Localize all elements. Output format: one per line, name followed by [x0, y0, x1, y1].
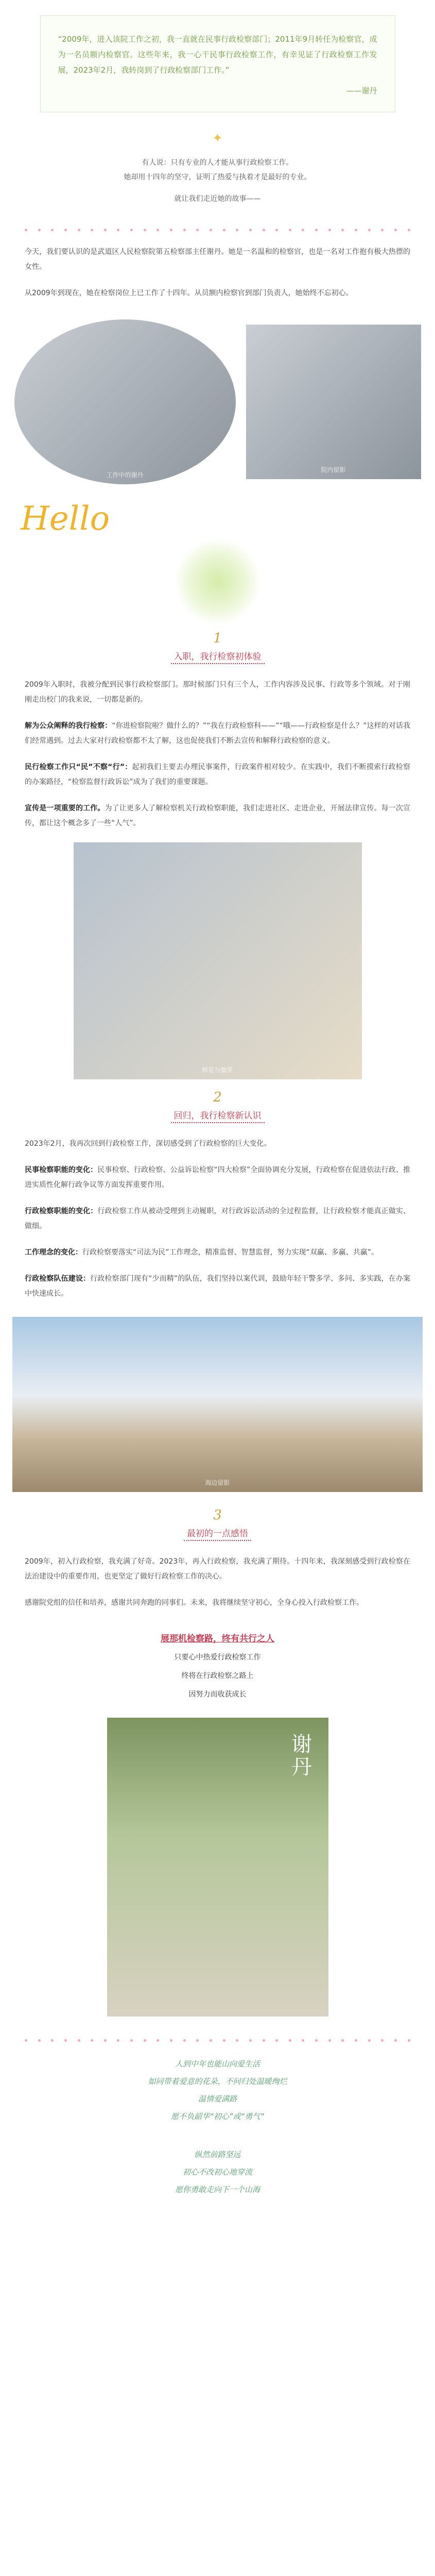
section-title: 最初的一点感悟: [184, 1525, 251, 1541]
section-title: 入职，我行检察初体验: [171, 648, 265, 664]
photo-woman-reading: [14, 319, 236, 484]
motto-line: 因努力而收获成长: [188, 1690, 247, 1699]
photo-row-1: [0, 319, 435, 484]
photo-portrait: [107, 1718, 328, 2016]
closing-line: 温情爱满路: [198, 2094, 237, 2104]
closing-line: 如同带着爱意的花朵，不问归处温暖绚烂: [148, 2077, 287, 2086]
section-number: 2: [213, 1090, 222, 1105]
closing-block-1: [0, 2055, 435, 2125]
photo-label: 海边留影: [205, 1479, 230, 1486]
photo-woman-with-flowers: [74, 842, 362, 1079]
intro-line-1: 有人说：只有专业的人才能从事行政检察工作。: [142, 159, 293, 167]
decorative-burst: [174, 538, 262, 625]
motto-block: [0, 1631, 435, 1702]
photo-label: 鲜花与微笑: [202, 1066, 233, 1074]
closing-block-2: [0, 2146, 435, 2198]
photo-label: 院内留影: [321, 466, 346, 473]
section-1-header: [0, 631, 435, 664]
top-quote-text: “2009年，进入该院工作之初，我一直就在民事行政检察部门；2011年9月转任为检察官，成为一名员额内检察官。这些年来，我一心干民事行政检察工作，有幸见证了行政检察工作发展，2023年2月，我转岗到了行政检察部门工作。”: [58, 35, 377, 75]
intro-paragraph-1: 今天，我们要认识的是武道区人民检察院第五检察部主任谢丹。她是一名温和的检察官，也是一名对工作抱有极大热徱的女性。: [25, 248, 410, 271]
intro-paragraph-2: 从2009年到现在，她在检察岗位上已工作了十四年。从员额内检察官到部门负责人，她始终不忘初心。: [25, 289, 353, 297]
section-1-paragraph: 民行检察工作只“民”不察“行”：起初我们主要去办理民事案件，行政案件相对较少。在实践中，我们不断摸索行政检察的办案路径，“检察监督行政诉讼”成为了我们的重要课题。: [25, 763, 410, 786]
section-2-paragraph: 工作理念的变化：行政检察要落实“司法为民”工作理念，精准监督、智慧监督，努力实现“双赢、多赢、共赢”。: [25, 1248, 379, 1257]
section-1-paragraph: 2009年入职时，我被分配到民事行政检察部门。那时候部门只有三个人，工作内容涉及民事、行政等多个领域。对于刚刚走出校门的我来说，一切都是新的。: [25, 681, 410, 704]
portrait-name-stamp: 谢丹: [288, 1733, 312, 1778]
hello-script-title: Hello: [21, 500, 110, 538]
dotted-divider: [0, 2039, 435, 2042]
intro-line-2: 她却用十四年的坚守，证明了热爱与执着才是最好的专业。: [124, 173, 311, 181]
closing-line: 初心不改初心地穿流: [182, 2167, 252, 2177]
sparkle-icon: ✦: [212, 131, 223, 145]
section-1-paragraph: 解为公众阐释的我行检察：“你进检察院啦？做什么的？”“我在行政检察科——”“哦——行政检察是什么？”这样的对话我们经常遇到。过去大家对行政检察都不太了解，这也促使我们不断去宣传和解释行政检察的意义。: [25, 722, 411, 745]
closing-line: 纵然前路坚远: [194, 2150, 241, 2159]
section-2-paragraph: 民事检察职能的变化：民事检察、行政检察、公益诉讼检察“四大检察”全面协调充分发展，行政检察在促进依法行政、推进实质性化解行政争议等方面发挥重要作用。: [25, 1166, 410, 1189]
closing-line: 愿你勇敢走向下一个山海: [175, 2185, 260, 2194]
photo-label: 工作中的谢丹: [106, 471, 144, 479]
section-2-header: [0, 1090, 435, 1123]
top-quote-signature: ——谢丹: [346, 86, 377, 95]
top-quote-card: [40, 15, 395, 112]
section-number: 3: [213, 1507, 222, 1523]
section-number: 1: [213, 631, 222, 646]
dotted-divider: [0, 229, 435, 231]
photo-woman-outdoors: [246, 325, 421, 479]
motto-line: 终将在行政检察之路上: [181, 1672, 254, 1680]
intro-line-3: 就让我们走近她的故事——: [174, 195, 261, 203]
photo-beach: [12, 1317, 423, 1492]
motto-line: 只要心中热爱行政检察工作: [174, 1653, 261, 1662]
portrait-wrapper: [0, 1718, 435, 2016]
section-2-paragraph: 行政检察队伍建设：行政检察部门现有“少而精”的队伍，我们坚持以案代训，鼓励年轻干警多学、多问、多实践，在办案中快速成长。: [25, 1275, 410, 1298]
intro-block: [0, 156, 435, 206]
section-3-header: [0, 1507, 435, 1541]
motto-headline: 展那机检察路，终有共行之人: [161, 1634, 274, 1644]
section-3-paragraph: 感谢院党组的信任和培养，感谢共同奔跑的同事们。未来，我将继续坚守初心，全身心投入行政检察工作。: [25, 1599, 363, 1607]
section-2-paragraph: 行政检察职能的变化：行政检察工作从被动受理到主动履职，对行政诉讼活动的全过程监督，让行政检察才能真正做实、做细。: [25, 1207, 411, 1230]
closing-line: 人到中年也能山向爱生活: [175, 2059, 260, 2069]
section-3-paragraph: 2009年，初入行政检察，我充满了好奇。2023年，再入行政检察，我充满了期待。十四年来，我深刻感受到行政检察在法治建设中的重要作用，也更坚定了做好行政检察工作的决心。: [25, 1557, 410, 1581]
section-1-paragraph: 宣传是一项重要的工作。为了让更多人了解检察机关行政检察职能，我们走进社区、走进企业，开展法律宣传。每一次宣传，都让这个概念多了一些“人气”。: [25, 804, 411, 827]
section-2-paragraph: 2023年2月，我再次回到行政检察工作，深切感受到了行政检察的巨大变化。: [25, 1140, 271, 1148]
section-title: 回归，我行检察新认识: [171, 1107, 265, 1123]
closing-line: 愿不负韶华“初心”或“勇气”: [170, 2112, 265, 2121]
top-quote-wrapper: [0, 0, 435, 112]
